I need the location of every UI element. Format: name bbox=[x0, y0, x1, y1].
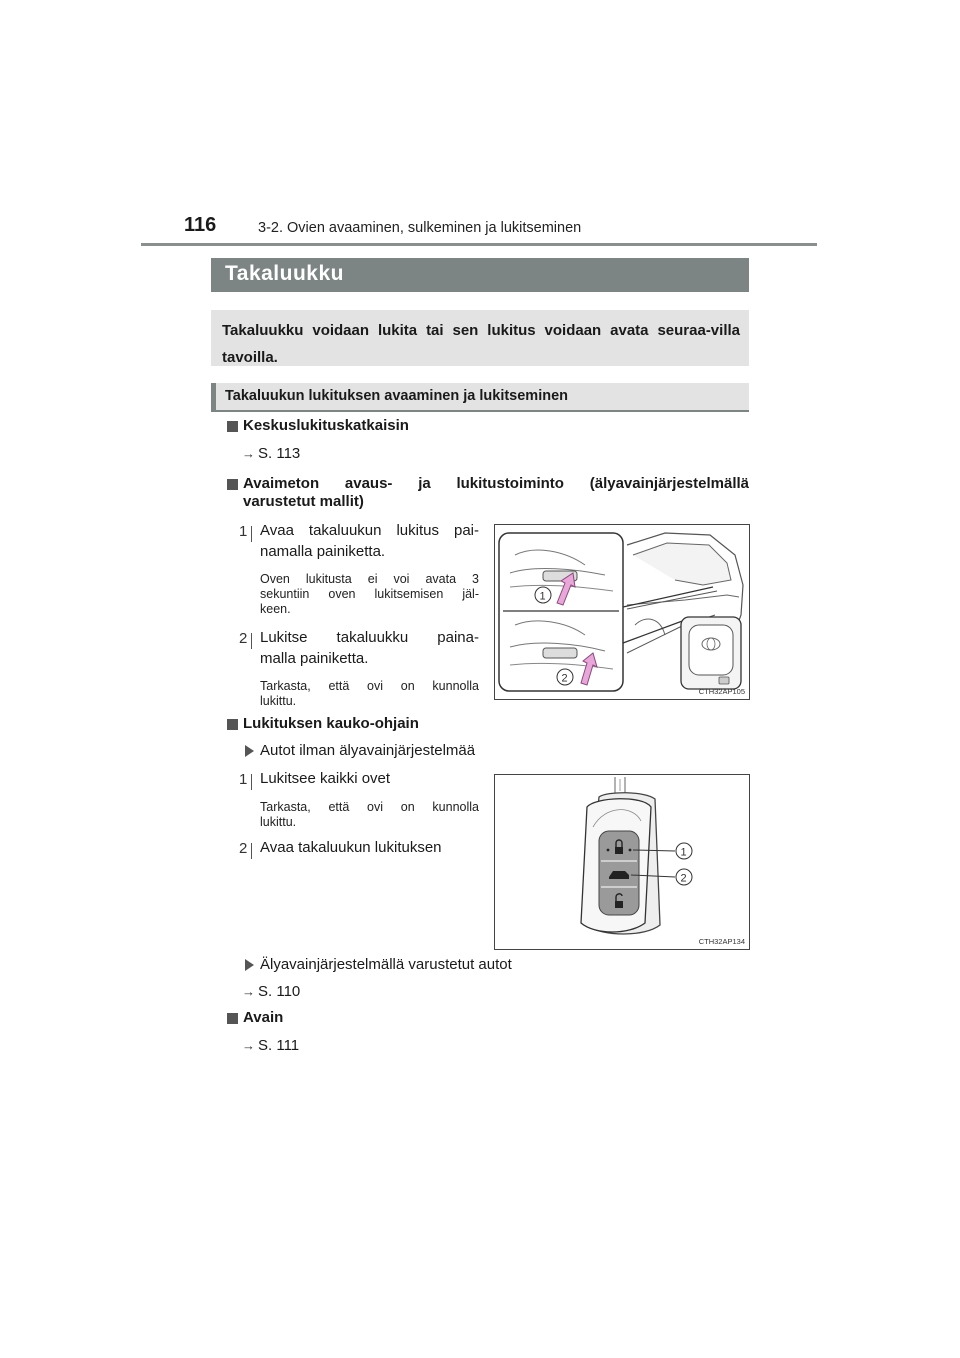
tailgate-figure bbox=[494, 524, 750, 700]
section-heading-bar bbox=[211, 383, 749, 412]
callout-1: 1 bbox=[539, 590, 546, 603]
remote-sub2: Älyavainjärjestelmällä varustetut autot bbox=[260, 956, 512, 973]
remote-heading: Lukituksen kauko-ohjain bbox=[243, 715, 419, 732]
key-heading: Avain bbox=[243, 1009, 284, 1026]
chapter-title: 3-2. Ovien avaaminen, sulkeminen ja lukitseminen bbox=[258, 220, 582, 236]
remote-ref: S. 110 bbox=[258, 983, 301, 1000]
step-text: Lukitsee kaikki ovet bbox=[260, 770, 391, 787]
step-note: Oven lukitusta ei voi avata 3 bbox=[260, 572, 479, 586]
page-title: Takaluukku bbox=[225, 262, 344, 285]
square-bullet-icon bbox=[227, 421, 238, 432]
intro-text: Takaluukku voidaan lukita tai sen lukitus voidaan avata seuraa-villa tavoilla. bbox=[222, 322, 740, 366]
page-number: 116 bbox=[184, 214, 217, 236]
right-arrow-icon: → bbox=[242, 1038, 255, 1053]
smart-key-heading-line2: varustetut mallit) bbox=[243, 493, 364, 510]
step-text: Lukitse takaluukku paina- bbox=[260, 629, 479, 646]
step-text: namalla painiketta. bbox=[260, 543, 386, 560]
title-bar bbox=[211, 258, 749, 292]
callout-2: 2 bbox=[561, 672, 568, 685]
square-bullet-icon bbox=[227, 719, 238, 730]
section-accent bbox=[211, 383, 216, 410]
step-note: sekuntiin oven lukitsemisen jäl- bbox=[260, 587, 479, 601]
step-note: Tarkasta, että ovi on kunnolla bbox=[260, 679, 479, 693]
intro-box bbox=[211, 310, 749, 366]
step-text: Avaa takaluukun lukitus pai- bbox=[260, 522, 479, 539]
header-rule bbox=[141, 243, 817, 246]
key-ref: S. 111 bbox=[258, 1037, 300, 1054]
step-note: Tarkasta, että ovi on kunnolla bbox=[260, 800, 479, 814]
step-number: 2 bbox=[239, 840, 248, 857]
right-arrow-icon: → bbox=[242, 984, 255, 999]
square-bullet-icon bbox=[227, 1013, 238, 1024]
figure-code: CTH32AP105 bbox=[698, 687, 745, 696]
central-lock-heading: Keskuslukituskatkaisin bbox=[243, 417, 409, 434]
tailgate-illustration bbox=[495, 525, 749, 699]
callout-2: 2 bbox=[680, 872, 687, 885]
remote-sub1: Autot ilman älyavainjärjestelmää bbox=[260, 742, 476, 759]
step-number: 2 bbox=[239, 630, 248, 647]
central-lock-ref: S. 113 bbox=[258, 445, 301, 462]
step-note: keen. bbox=[260, 602, 291, 616]
section-heading: Takaluukun lukituksen avaaminen ja lukitseminen bbox=[225, 388, 569, 404]
callout-1: 1 bbox=[680, 846, 687, 859]
square-bullet-icon bbox=[227, 479, 238, 490]
step-note: lukittu. bbox=[260, 815, 297, 829]
step-number: 1 bbox=[239, 771, 248, 788]
remote-illustration bbox=[495, 775, 749, 949]
smart-key-heading-line1: Avaimeton avaus- ja lukitustoiminto (älyavainjärjestelmällä bbox=[243, 475, 749, 492]
step-text: malla painiketta. bbox=[260, 650, 369, 667]
figure-code: CTH32AP134 bbox=[698, 937, 745, 946]
step-note: lukittu. bbox=[260, 694, 297, 708]
right-arrow-icon: → bbox=[242, 446, 255, 461]
step-text: Avaa takaluukun lukituksen bbox=[260, 839, 442, 856]
remote-figure bbox=[494, 774, 750, 950]
triangle-bullet-icon bbox=[245, 745, 254, 757]
step-number: 1 bbox=[239, 523, 248, 540]
triangle-bullet-icon bbox=[245, 959, 254, 971]
